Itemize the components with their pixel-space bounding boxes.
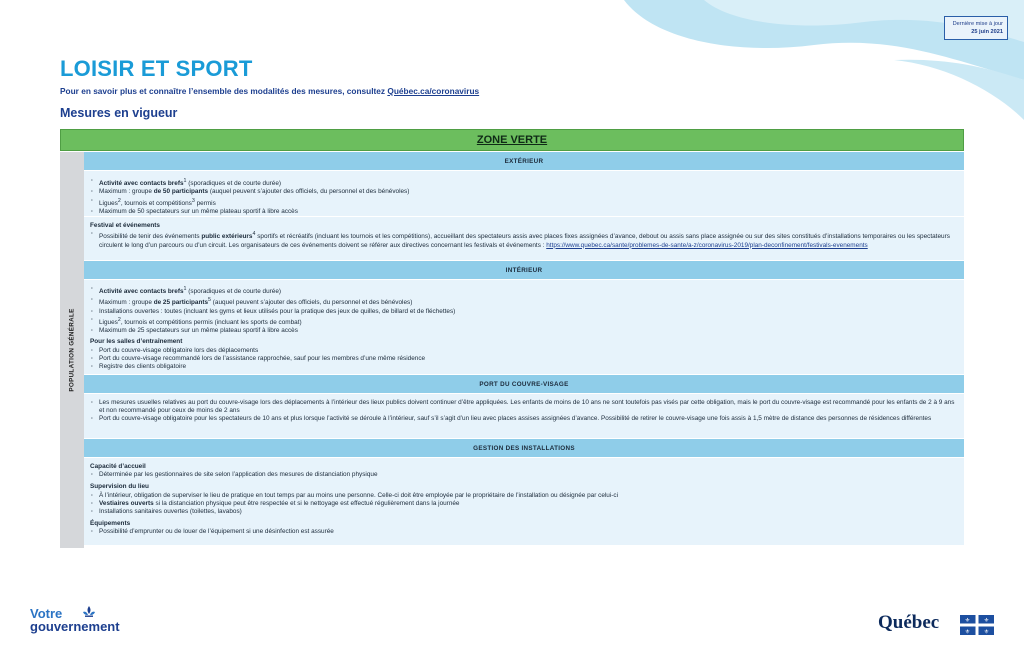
list-item: · Activité avec contacts brefs$^1$ (sporadiques et de courte durée) [90, 177, 958, 188]
measures-table [84, 152, 964, 546]
population-side-label [60, 152, 84, 548]
quebec-flag-icon [960, 615, 994, 635]
list-item: · Possibilité d’emprunter ou de louer de l’équipement si une désinfection est assurée [90, 528, 958, 536]
equipements-heading: Équipements [90, 520, 131, 528]
quebec-wordmark: Québec [878, 612, 940, 633]
section-title: Mesures en vigueur [60, 106, 178, 120]
page-title: LOISIR ET SPORT [60, 56, 253, 81]
list-item: · Port du couvre-visage obligatoire lors des déplacements [90, 347, 958, 355]
festival-block [84, 217, 964, 261]
quebec-logo [878, 612, 998, 638]
logo-line-votre: Votre [30, 606, 63, 621]
list-item: · Les mesures usuelles relatives au port du couvre-visage lors des déplacements à l’intérieur des lieux publics doivent continuer d’être appliquées. Les enfants de moins de 10 ans ne sont toutefois pas visés par cette obligation, mais le port du couvre-visage est recommandé pour les enfants de 2 à 9 ans et non recommandé pour ceux de moins de 2 ans [90, 399, 958, 415]
list-item: · À l’intérieur, obligation de superviser le lieu de pratique en tout temps par au moins une personne. Celle-ci doit être employée par le propriétaire de l’installation ou désignée par celui-ci [90, 492, 958, 500]
page-subtitle [60, 86, 479, 96]
list-item: · Port du couvre-visage obligatoire pour les spectateurs de 10 ans et plus lorsque l’activité se déroule à l’intérieur, sauf s’il s’agit d’un lieu avec places assises assignées d’avance. Possibilité de retirer le couvre-visage une fois assis à 1,5 mètre de distance des personnes de résidences différentes [90, 415, 958, 423]
list-item: · Activité avec contacts brefs$^1$ (sporadiques et de courte durée) [90, 285, 958, 296]
supervision-heading: Supervision du lieu [90, 483, 149, 491]
gestion-block [84, 458, 964, 546]
capacite-heading: Capacité d’accueil [90, 463, 146, 470]
festival-link[interactable]: https://www.quebec.ca/sante/problemes-de-sante/a-z/coronavirus-2019/plan-deconfinement/festivals-evenements [546, 241, 868, 249]
zone-verte-header [60, 129, 964, 151]
votre-gouvernement-logo [30, 606, 150, 638]
subtitle-text: Pour en savoir plus et connaître l’ensemble des modalités des mesures, consultez [60, 86, 388, 96]
list-item: · Port du couvre-visage recommandé lors de l’assistance rapprochée, sauf pour les membres d’une même résidence [90, 355, 958, 363]
couvre-visage-header: PORT DU COUVRE-VISAGE [84, 375, 964, 394]
side-label-text: POPULATION GÉNÉRALE [68, 308, 76, 392]
couvre-visage-block [84, 394, 964, 439]
gestion-header: GESTION DES INSTALLATIONS [84, 439, 964, 458]
list-item: · Maximum de 25 spectateurs sur un même plateau sportif à libre accès [90, 327, 958, 335]
list-item: · Installations ouvertes : toutes (incluant les gyms et lieux utilisés pour la pratique des jeux de quilles, de billard et de fléchettes) [90, 308, 958, 316]
list-item: · Maximum : groupe de 25 participants$^5$ (auquel peuvent s’ajouter des officiels, du personnel et des bénévoles) [90, 296, 958, 307]
fleur-de-lys-icon [81, 606, 97, 620]
last-update-date: 25 juin 2021 [971, 29, 1003, 35]
zone-label: ZONE VERTE [476, 134, 548, 146]
list-item: · Maximum : groupe de 50 participants (auquel peuvent s’ajouter des officiels, du personnel et des bénévoles) [90, 188, 958, 196]
exterieur-list-block [84, 171, 964, 217]
last-update-box [944, 16, 1008, 40]
list-item: · Possibilité de tenir des événements public extérieurs$^4$ sportifs et récréatifs (incluant les tournois et les compétitions), accueillant des spectateurs assis avec places fixes assignées d’avance, debout ou assis sans place assignée ou sur des sites constitués d’installations temporaires ou les spectateurs circulent le long d’un parcours ou d’un circuit. Les organisateurs de ces événements doivent se référer aux directives concernant les festivals et événements : https://www.quebec.ca/sante/problemes-de-sante/a-z/coronavirus-2019/plan-deconfinement/festivals-evenements [90, 230, 958, 250]
list-item: · Maximum de 50 spectateurs sur un même plateau sportif à libre accès [90, 208, 958, 216]
svg-text:⚜: ⚜ [964, 617, 971, 624]
svg-text:⚜: ⚜ [983, 617, 990, 624]
logo-line-gouvernement: gouvernement [30, 619, 120, 634]
svg-text:⚜: ⚜ [964, 628, 971, 635]
exterieur-header: EXTÉRIEUR [84, 152, 964, 171]
festival-heading: Festival et événements [90, 222, 160, 229]
interieur-block [84, 280, 964, 375]
list-item: · Déterminée par les gestionnaires de site selon l’application des mesures de distanciation physique [90, 471, 958, 479]
list-item: · Installations sanitaires ouvertes (toilettes, lavabos) [90, 508, 958, 516]
last-update-label: Dernière mise à jour [952, 21, 1003, 27]
interieur-header: INTÉRIEUR [84, 261, 964, 280]
list-item: · Ligues$^2$, tournois et compétitions permis (incluant les sports de combat) [90, 316, 958, 327]
list-item: · Registre des clients obligatoire [90, 363, 958, 371]
list-item: · Vestiaires ouverts si la distanciation physique peut être respectée et si le nettoyage est effectué régulièrement dans la journée [90, 500, 958, 508]
coronavirus-link[interactable]: Québec.ca/coronavirus [387, 86, 480, 96]
gym-heading: Pour les salles d’entraînement [90, 338, 183, 346]
list-item: · Ligues$^2$, tournois et compétitions$^3$ permis [90, 197, 958, 208]
svg-text:⚜: ⚜ [983, 628, 990, 635]
